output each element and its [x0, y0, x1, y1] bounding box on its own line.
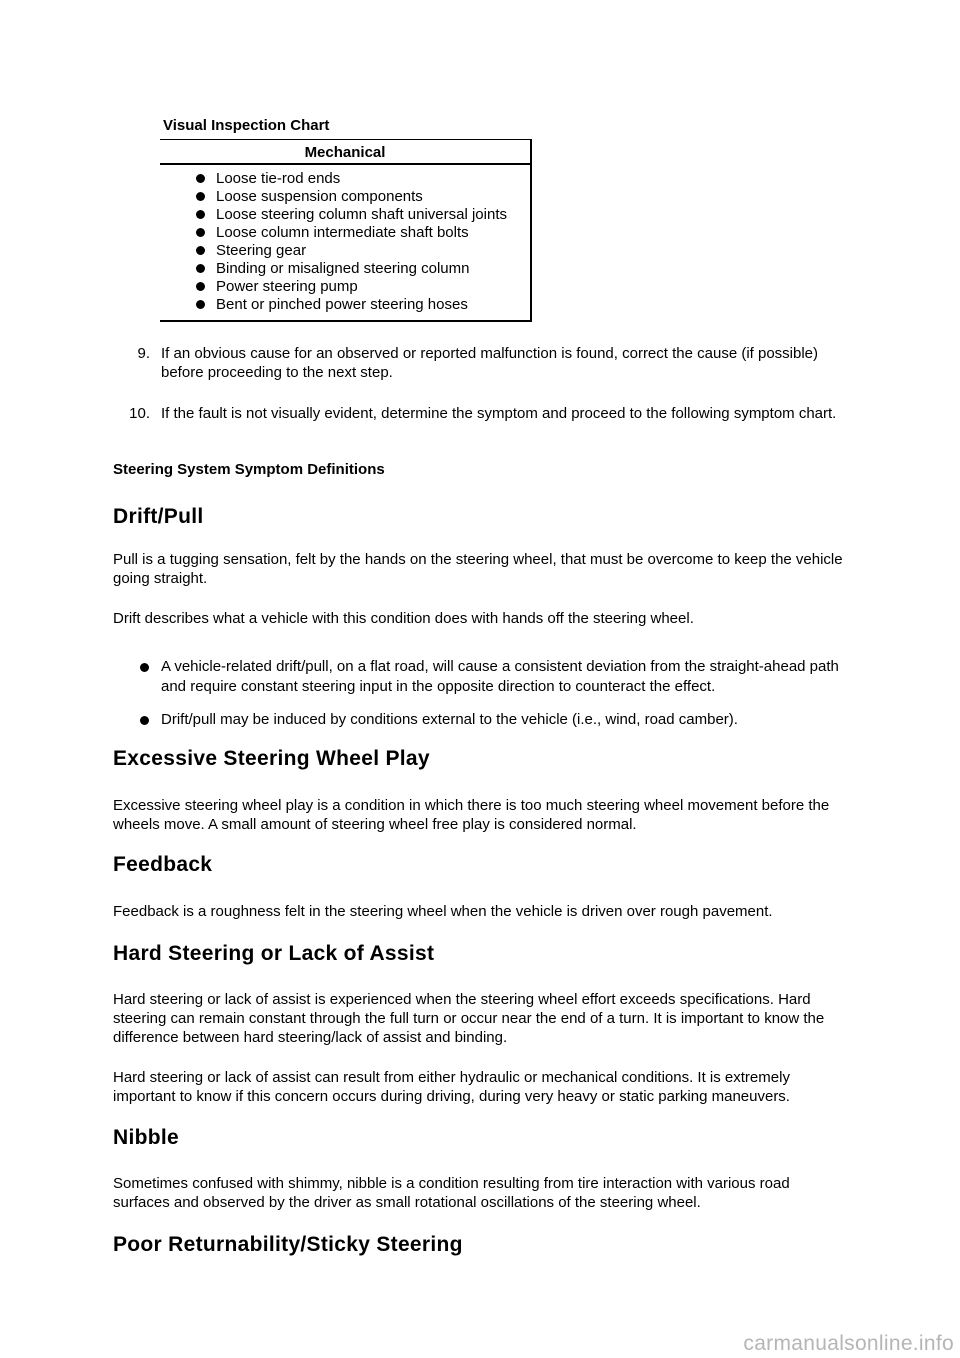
bullet-icon: [196, 192, 205, 201]
mechanical-items-cell: [160, 164, 531, 321]
bullet-icon: [140, 663, 149, 672]
visual-inspection-table: [160, 139, 532, 322]
step-text: If the fault is not visually evident, determine the symptom and proceed to the following symptom chart.: [161, 405, 837, 422]
hard-steering-paragraph-2: Hard steering or lack of assist can result from either hydraulic or mechanical conditions. It is extremely important to know if this concern occurs during driving, during very heavy or static parking maneuvers.: [113, 1069, 790, 1105]
list-item: Drift/pull may be induced by conditions external to the vehicle (i.e., wind, road camber).: [140, 710, 850, 730]
returnability-heading: Poor Returnability/Sticky Steering: [113, 1233, 463, 1256]
list-item: Steering gear: [196, 242, 530, 260]
hard-steering-heading: Hard Steering or Lack of Assist: [113, 942, 435, 965]
drift-pull-heading: Drift/Pull: [113, 505, 204, 528]
bullet-icon: [196, 228, 205, 237]
drift-pull-bullet-list: [140, 657, 850, 743]
list-item: Binding or misaligned steering column: [196, 260, 530, 278]
list-item: Power steering pump: [196, 278, 530, 296]
mechanical-items-list: [196, 170, 530, 314]
steering-wheel-play-heading: Excessive Steering Wheel Play: [113, 747, 430, 770]
watermark-text: carmanualsonline.info: [743, 1332, 954, 1355]
steering-wheel-play-paragraph: Excessive steering wheel play is a condition in which there is too much steering wheel movement before the wheels move. A small amount of steering wheel free play is considered normal.: [113, 797, 830, 833]
bullet-icon: [196, 174, 205, 183]
bullet-icon: [196, 246, 205, 255]
bullet-icon: [196, 282, 205, 291]
nibble-heading: Nibble: [113, 1126, 179, 1149]
drift-pull-paragraph-1: Pull is a tugging sensation, felt by the hands on the steering wheel, that must be overcome to keep the vehicle going straight.: [113, 551, 843, 587]
bullet-icon: [196, 300, 205, 309]
step-number: 9.: [137, 345, 150, 362]
mechanical-column-header: Mechanical: [160, 140, 531, 165]
bullet-icon: [140, 716, 149, 725]
definitions-heading: Steering System Symptom Definitions: [113, 461, 385, 478]
feedback-heading: Feedback: [113, 853, 213, 876]
step-10: [120, 404, 842, 423]
drift-pull-paragraph-2: Drift describes what a vehicle with this condition does with hands off the steering wheel.: [113, 610, 694, 627]
step-text: If an obvious cause for an observed or reported malfunction is found, correct the cause (if possible) before proceeding to the next step.: [161, 345, 819, 381]
list-item: Bent or pinched power steering hoses: [196, 296, 530, 314]
list-item: Loose suspension components: [196, 188, 530, 206]
list-item: A vehicle-related drift/pull, on a flat road, will cause a consistent deviation from the straight-ahead path and require constant steering input in the opposite direction to counteract the effect.: [140, 657, 850, 697]
list-item: Loose column intermediate shaft bolts: [196, 224, 530, 242]
list-item: Loose steering column shaft universal joints: [196, 206, 530, 224]
bullet-icon: [196, 264, 205, 273]
step-9: [120, 344, 842, 382]
visual-inspection-chart-title: Visual Inspection Chart: [163, 117, 330, 134]
nibble-paragraph: Sometimes confused with shimmy, nibble is a condition resulting from tire interaction with various road surfaces and observed by the driver as small rotational oscillations of the steering wheel.: [113, 1175, 790, 1211]
list-item: Loose tie-rod ends: [196, 170, 530, 188]
feedback-paragraph: Feedback is a roughness felt in the steering wheel when the vehicle is driven over rough pavement.: [113, 903, 773, 920]
bullet-icon: [196, 210, 205, 219]
hard-steering-paragraph-1: Hard steering or lack of assist is experienced when the steering wheel effort exceeds specifications. Hard steering can remain constant through the full turn or occur near the end of a turn. It is important to know the difference between hard steering/lack of assist and binding.: [113, 991, 825, 1046]
step-number: 10.: [129, 405, 150, 422]
